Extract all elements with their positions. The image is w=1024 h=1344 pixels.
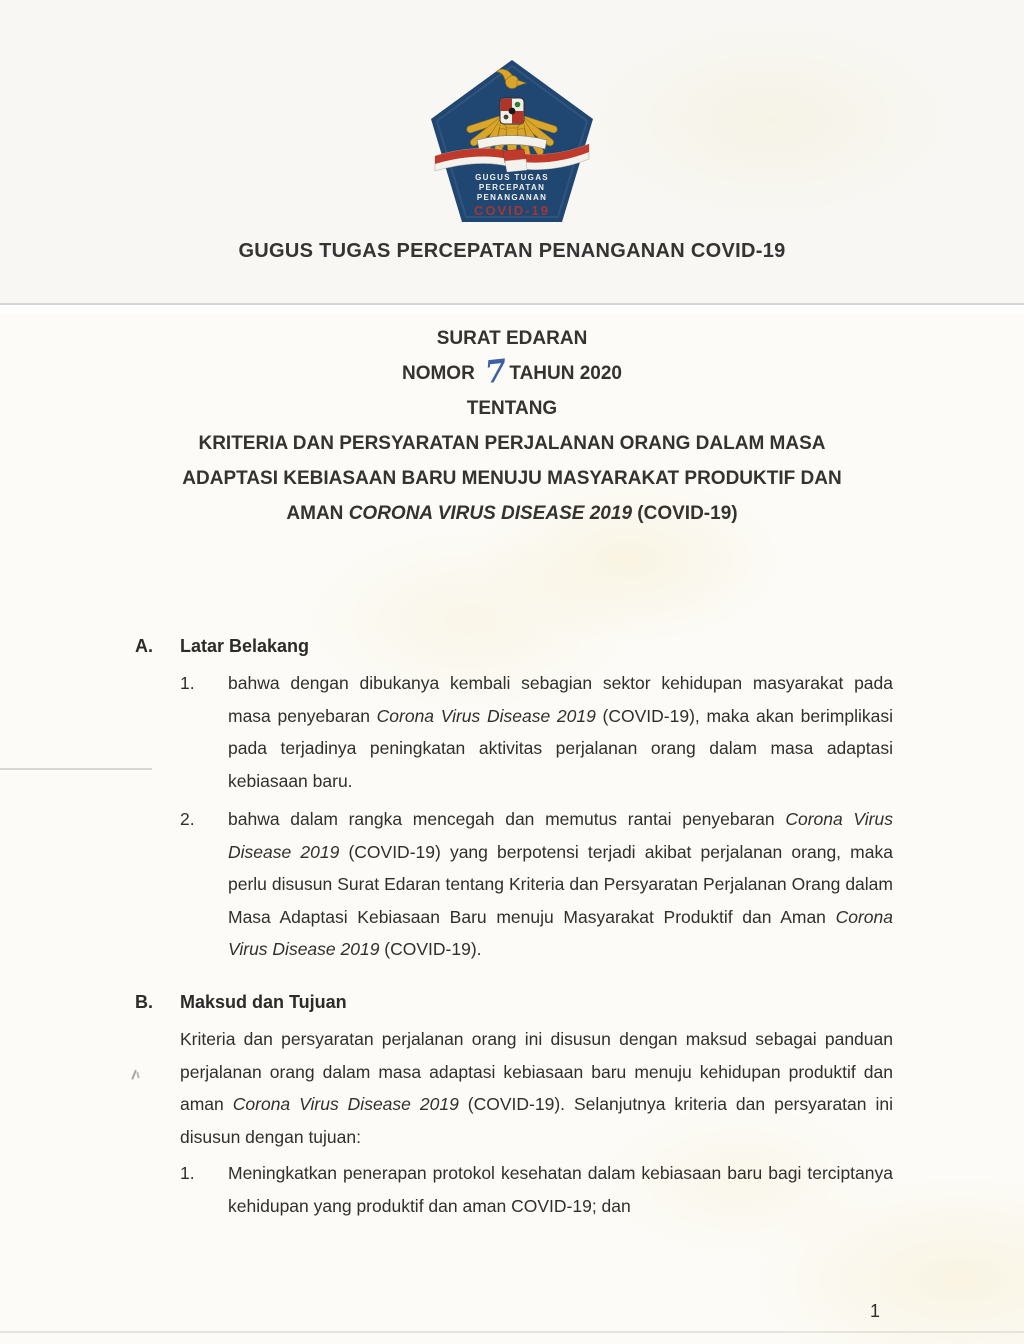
list-item-text: Meningkatkan penerapan protokol kesehatan dalam kebiasaan baru bagi terciptanya kehidupan yang produktif dan aman COVID-19; dan: [228, 1163, 893, 1216]
handwritten-number: 7: [482, 352, 509, 391]
doc-subject-line-2: ADAPTASI KEBIASAAN BARU MENUJU MASYARAKAT PRODUKTIF DAN: [182, 468, 842, 489]
list-item-number: 1.: [180, 1163, 195, 1183]
covid-task-force-logo-icon: [427, 55, 597, 227]
organization-name: GUGUS TUGAS PERCEPATAN PENANGANAN COVID-19: [238, 240, 786, 262]
document-title-block: [0, 321, 1024, 531]
section-b-heading: [135, 986, 893, 1018]
section-a-title: Latar Belakang: [180, 636, 310, 656]
section-a-letter: A.: [135, 636, 153, 656]
section-a-heading: [135, 630, 893, 662]
task-force-emblem: [427, 55, 597, 227]
list-item-number: 2.: [180, 809, 195, 829]
list-item: [180, 803, 893, 966]
section-b-title: Maksud dan Tujuan: [180, 992, 347, 1012]
section-maksud-dan-tujuan: [135, 986, 893, 1228]
doc-number-line: [0, 352, 1024, 391]
page-number: 1: [870, 1301, 881, 1321]
section-latar-belakang: [135, 630, 893, 972]
list-item: [180, 1157, 893, 1222]
list-item: [180, 667, 893, 797]
doc-subject-line-1: KRITERIA DAN PERSYARATAN PERJALANAN ORANG DALAM MASA: [198, 433, 826, 454]
pancasila-shield: [500, 98, 524, 124]
doc-subject-line-3: AMAN CORONA VIRUS DISEASE 2019 (COVID-19): [286, 503, 738, 524]
logo-org-line-2: PERCEPATAN: [478, 183, 546, 192]
logo-org-line-3: PENANGANAN: [476, 193, 548, 202]
logo-covid-label: COVID-19: [474, 203, 550, 218]
doc-number-prefix: NOMOR: [401, 363, 475, 384]
doc-number-suffix: TAHUN 2020: [509, 363, 623, 384]
section-b-intro-paragraph: Kriteria dan persyaratan perjalanan orang ini disusun dengan maksud sebagai panduan perjalanan orang dalam masa adaptasi kebiasaan baru menuju kehidupan produktif dan aman Corona Virus Disease 2019 (COVID-19). Selanjutnya kriteria dan persyaratan ini disusun dengan tujuan:: [180, 1029, 893, 1147]
list-item-text: bahwa dengan dibukanya kembali sebagian sektor kehidupan masyarakat pada masa penyebaran Corona Virus Disease 2019 (COVID-19), maka akan berimplikasi pada terjadinya peningkatan aktivitas perjalanan orang dalam masa adaptasi kebiasaan baru.: [228, 673, 893, 791]
doc-about-label: TENTANG: [466, 398, 558, 419]
scan-artifact-bottom-line: [0, 1331, 1024, 1333]
list-item-text: bahwa dalam rangka mencegah dan memutus rantai penyebaran Corona Virus Disease 2019 (COVID-19) yang berpotensi terjadi akibat perjalanan orang, maka perlu disusun Surat Edaran tentang Kriteria dan Persyaratan Perjalanan Orang dalam Masa Adaptasi Kebiasaan Baru menuju Masyarakat Produktif dan Aman Corona Virus Disease 2019 (COVID-19).: [228, 809, 893, 959]
logo-org-line-1: GUGUS TUGAS: [475, 173, 549, 182]
section-b-letter: B.: [135, 992, 153, 1012]
doc-type-title: SURAT EDARAN: [436, 328, 588, 349]
scan-divider-glow: [0, 305, 1024, 314]
list-item-number: 1.: [180, 673, 195, 693]
scan-artifact-line: [0, 768, 152, 770]
